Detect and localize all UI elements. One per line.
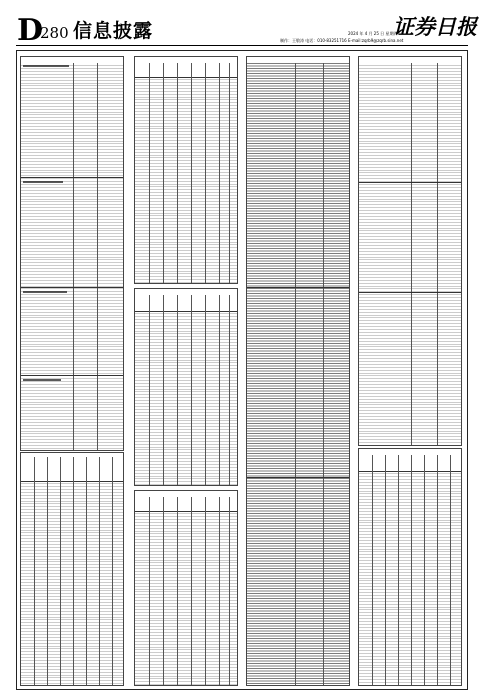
column-divider xyxy=(149,497,150,685)
column-divider xyxy=(60,457,61,685)
column-divider xyxy=(411,455,412,685)
column-1-lower xyxy=(20,452,124,686)
financial-table-1a xyxy=(20,56,124,451)
header-divider xyxy=(135,77,237,78)
financial-table-3 xyxy=(246,56,350,686)
table-rows xyxy=(135,311,237,485)
section-divider xyxy=(247,287,349,288)
column-divider xyxy=(99,457,100,685)
page-number: 280 xyxy=(40,24,69,42)
financial-table-4a xyxy=(358,56,462,446)
header-divider xyxy=(359,471,461,472)
header-divider xyxy=(135,311,237,312)
table-rows xyxy=(135,511,237,685)
column-divider xyxy=(73,63,74,450)
column-divider xyxy=(191,295,192,485)
column-divider xyxy=(34,457,35,685)
column-divider xyxy=(177,295,178,485)
column-divider xyxy=(97,63,98,450)
column-divider xyxy=(205,497,206,685)
page-letter: D xyxy=(17,13,44,48)
column-divider xyxy=(398,455,399,685)
column-divider xyxy=(149,295,150,485)
column-divider xyxy=(219,295,220,485)
equity-table-2c xyxy=(134,490,238,686)
column-4 xyxy=(358,56,462,446)
column-divider xyxy=(229,63,230,283)
column-divider xyxy=(385,455,386,685)
equity-table-2a xyxy=(134,56,238,284)
column-divider xyxy=(450,455,451,685)
column-divider xyxy=(229,497,230,685)
text-run xyxy=(23,291,67,293)
header-divider xyxy=(21,481,123,482)
column-divider xyxy=(191,497,192,685)
table-rows xyxy=(21,481,123,685)
column-divider xyxy=(177,497,178,685)
column-divider xyxy=(424,455,425,685)
column-divider xyxy=(205,63,206,283)
column-divider xyxy=(177,63,178,283)
table-rows xyxy=(247,63,349,685)
section-divider xyxy=(359,182,461,183)
editor-contact: 制作：王敬涛 电话：010-83251716 E-mail:zqrb9@zqrb.sina.net xyxy=(280,38,404,43)
column-divider xyxy=(47,457,48,685)
column-1 xyxy=(20,56,124,451)
column-divider xyxy=(191,63,192,283)
column-divider xyxy=(163,63,164,283)
column-3 xyxy=(246,56,350,686)
equity-table-2b xyxy=(134,288,238,486)
newspaper-logo: 证券日报 xyxy=(393,14,477,39)
section-divider xyxy=(21,177,123,178)
column-divider xyxy=(149,63,150,283)
column-4-lower xyxy=(358,448,462,686)
column-divider xyxy=(411,63,412,445)
text-run xyxy=(23,181,63,183)
column-divider xyxy=(73,457,74,685)
text-run xyxy=(23,65,69,67)
column-divider xyxy=(163,497,164,685)
column-divider xyxy=(112,457,113,685)
section-divider xyxy=(21,375,123,376)
issue-date: 2024 年 4 月 25 日 星期四 xyxy=(348,31,398,36)
text-run xyxy=(23,379,61,381)
column-divider xyxy=(229,295,230,485)
column-divider xyxy=(372,455,373,685)
column-divider xyxy=(437,455,438,685)
section-divider xyxy=(247,477,349,478)
column-divider xyxy=(86,457,87,685)
header-divider xyxy=(135,511,237,512)
section-title: 信息披露 xyxy=(73,20,154,42)
section-divider xyxy=(21,287,123,288)
page-header xyxy=(0,0,484,46)
column-2 xyxy=(134,56,238,686)
header-rule xyxy=(16,45,468,46)
financial-table-1b xyxy=(20,452,124,686)
column-divider xyxy=(163,295,164,485)
column-divider xyxy=(295,63,296,685)
equity-table-4b xyxy=(358,448,462,686)
table-rows xyxy=(135,77,237,283)
section-divider xyxy=(359,292,461,293)
column-divider xyxy=(219,63,220,283)
table-rows xyxy=(21,63,123,450)
column-divider xyxy=(205,295,206,485)
column-divider xyxy=(437,63,438,445)
table-rows xyxy=(359,63,461,445)
column-divider xyxy=(323,63,324,685)
table-rows xyxy=(359,471,461,685)
column-divider xyxy=(219,497,220,685)
